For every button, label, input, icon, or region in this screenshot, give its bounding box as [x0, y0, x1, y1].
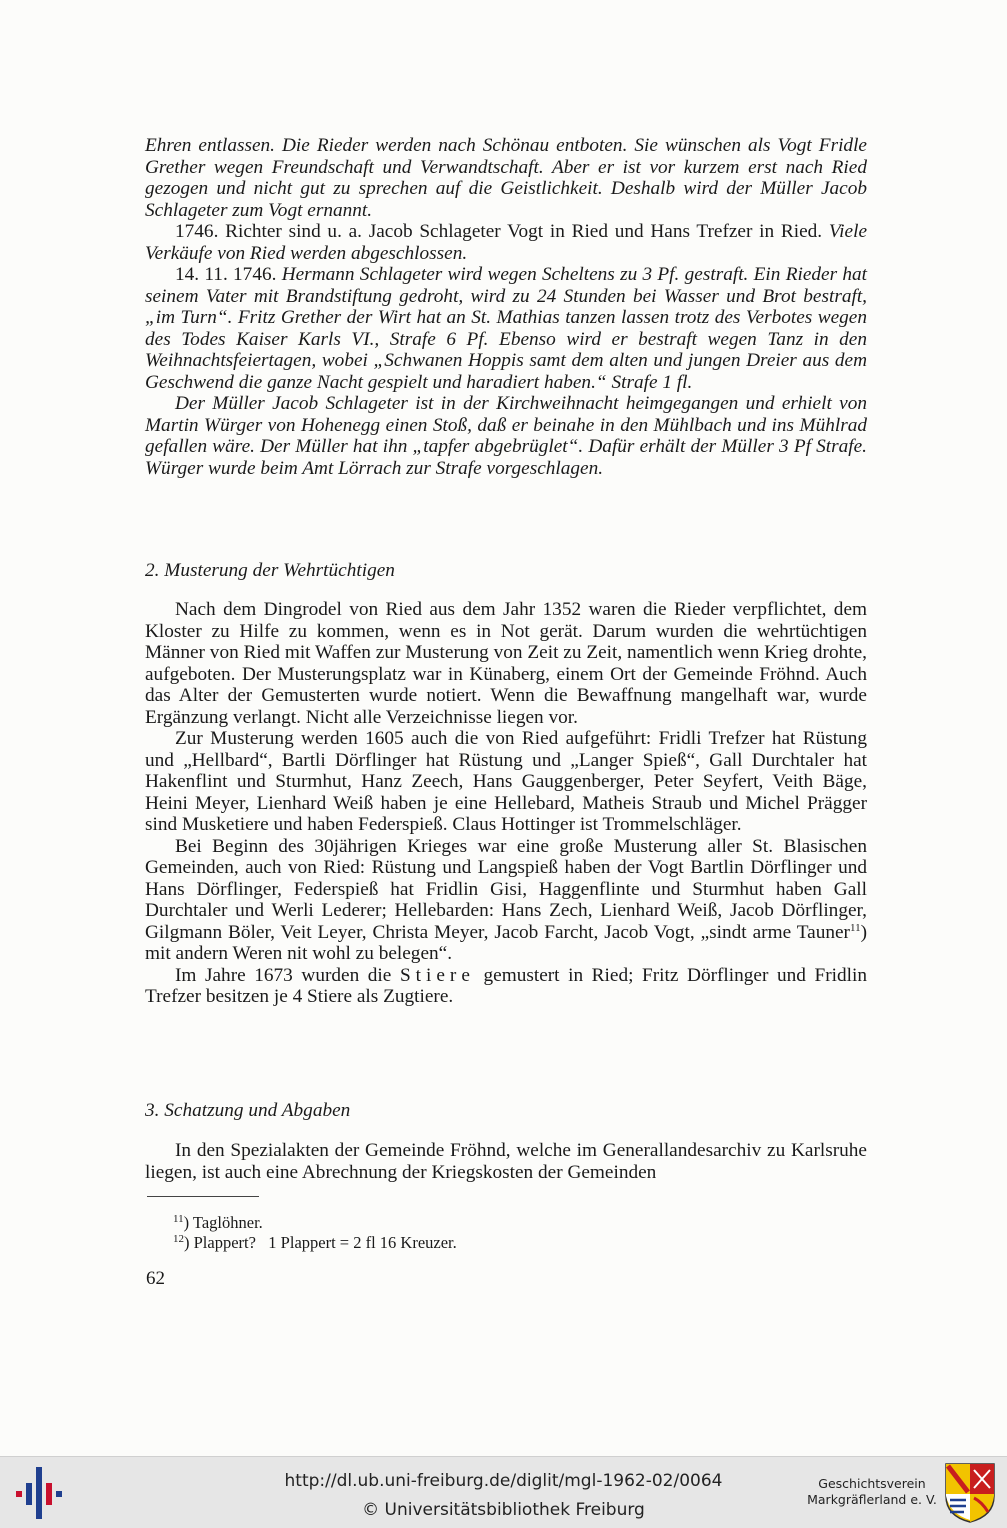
footnote-11-text: ) Taglöhner. [183, 1213, 263, 1232]
paragraph-8-a: Im Jahre 1673 wurden die [175, 964, 392, 986]
paragraph-3-lead: 14. 11. 1746. [175, 264, 277, 285]
paragraph-8-spaced: Stiere [399, 964, 475, 986]
section-heading-2: 2. Musterung der Wehrtüchtigen [145, 560, 395, 581]
coat-of-arms-icon [944, 1462, 996, 1524]
section-heading-3: 3. Schatzung und Abgaben [145, 1100, 351, 1121]
footnote-11-num: 11 [173, 1213, 184, 1225]
paragraph-3 [145, 264, 867, 393]
paragraph-2 [145, 221, 867, 264]
paragraph-9: In den Spezialakten der Gemeinde Fröhnd, welche im Generallandesarchiv zu Karlsruhe liegen, ist auch eine Abrechnung der Kriegskosten der Gemeinden [145, 1140, 867, 1183]
paragraph-7 [145, 836, 867, 965]
paragraph-7-b: ) mit andern Weren nit wohl zu belegen“. [145, 921, 867, 964]
page-number: 62 [146, 1268, 165, 1289]
society-line-2: Markgräflerland e. V. [807, 1492, 937, 1507]
paragraph-2-italic: Viele Verkäufe von Ried werden abgeschlossen. [145, 221, 868, 264]
footnote-divider [147, 1196, 259, 1197]
paragraph-8-b: gemustert in Ried; Fritz Dörflinger und Fridlin Trefzer besitzen je 4 Stiere als Zugtiere. [145, 964, 867, 1007]
footnote-ref-11: 11 [849, 921, 861, 934]
paragraph-2-lead: 1746. Richter sind u. a. Jacob Schlageter Vogt in Ried und Hans Trefzer in Ried. [175, 221, 823, 242]
section-3 [145, 1100, 867, 1122]
paragraph-4: Der Müller Jacob Schlageter ist in der Kirchweihnacht heimgegangen und erhielt von Martin Würger von Hohenegg einen Stoß, daß er beinahe in den Mühlbach und ins Mühlrad gefallen wäre. Der Müller hat ihn „tapfer abgebrüglet“. Dafür erhält der Müller 3 Pf Strafe. Würger wurde beim Amt Lörrach zur Strafe vorgeschlagen. [145, 393, 867, 479]
text-column-top [145, 135, 867, 479]
section-2 [145, 560, 867, 582]
footnote-12 [173, 1229, 457, 1253]
text-column-middle [145, 599, 867, 1008]
society-line-1: Geschichtsverein [818, 1476, 926, 1491]
paragraph-6: Zur Musterung werden 1605 auch die von Ried aufgeführt: Fridli Trefzer hat Rüstung und „Hellbard“, Bartli Dörflinger hat Rüstung und „Langer Spieß“, Gall Durchtaler hat Hakenflint und Sturmhut, Hanz Zeech, Hans Gauggenberger, Peter Seyfert, Veith Bäge, Heini Meyer, Lienhard Weiß haben je eine Hellebard, Matheis Straub und Michel Prägger sind Musketiere und haben Federspieß. Claus Hottinger ist Trommelschläger. [145, 728, 867, 835]
paragraph-7-a: Bei Beginn des 30jährigen Krieges war eine große Musterung aller St. Blasischen Gemeinden, auch von Ried: Rüstung und Langspieß haben der Vogt Bartlin Dörflinger und Hans Dörflinger, Federspieß hat Fridlin Gisi, Haggenflinte und Sturmhut haben Gall Durchtaler und Werli Lederer; Hellebarden: Hans Zech, Lienhard Weiß, Jacob Dörflinger, Gilgmann Böler, Veit Leyer, Christa Meyer, Jacob Farcht, Jacob Vogt, „sindt arme Tauner [145, 835, 867, 943]
copyright-notice: © Universitätsbibliothek Freiburg [362, 1500, 645, 1520]
footnote-12-text: ) Plappert? 1 Plappert = 2 fl 16 Kreuzer. [184, 1233, 457, 1252]
paragraph-1: Ehren entlassen. Die Rieder werden nach Schönau entboten. Sie wünschen als Vogt Fridle Grether wegen Freundschaft und Verwandtschaft. Aber er ist vor kurzem erst nach Ried gezogen und nicht gut zu sprechen auf die Geistlichkeit. Deshalb wird der Müller Jacob Schlageter zum Vogt ernannt. [145, 135, 867, 221]
permalink-url[interactable]: http://dl.ub.uni-freiburg.de/diglit/mgl-1962-02/0064 [284, 1471, 723, 1491]
footer-bar [0, 1456, 1007, 1528]
society-name [804, 1476, 940, 1508]
paragraph-5: Nach dem Dingrodel von Ried aus dem Jahr 1352 waren die Rieder verpflichtet, dem Kloster zu Hilfe zu kommen, wenn es in Not gerät. Darum wurden die wehrtüchtigen Männer von Ried mit Waffen zur Musterung von Zeit zu Zeit, namentlich wenn Krieg drohte, aufgeboten. Der Musterungsplatz war in Künaberg, einem Ort der Gemeinde Fröhnd. Auch das Alter der Gemusterten wurde notiert. Wenn die Bewaffnung mangelhaft war, wurde Ergänzung verlangt. Nicht alle Verzeichnisse liegen vor. [145, 599, 867, 728]
text-column-bottom [145, 1140, 867, 1183]
paragraph-8 [145, 965, 867, 1008]
paragraph-3-italic: Hermann Schlageter wird wegen Scheltens zu 3 Pf. gestraft. Ein Rieder hat seinem Vater mit Brandstiftung gedroht, wird zu 24 Stunden bei Wasser und Brot bestraft, „im Turn“. Fritz Grether der Wirt hat an St. Mathias tanzen lassen trotz des Verbotes wegen des Todes Kaiser Karls VI., Strafe 6 Pf. Ebenso wird er bestraft wegen Tanz in den Weihnachtsfeiertagen, wobei „Schwanen Hoppis samt dem alten und jungen Dreier aus dem Geschwend die ganze Nacht gespielt und haradiert haben.“ Strafe 1 fl. [145, 264, 867, 393]
footnote-12-num: 12 [173, 1233, 184, 1245]
